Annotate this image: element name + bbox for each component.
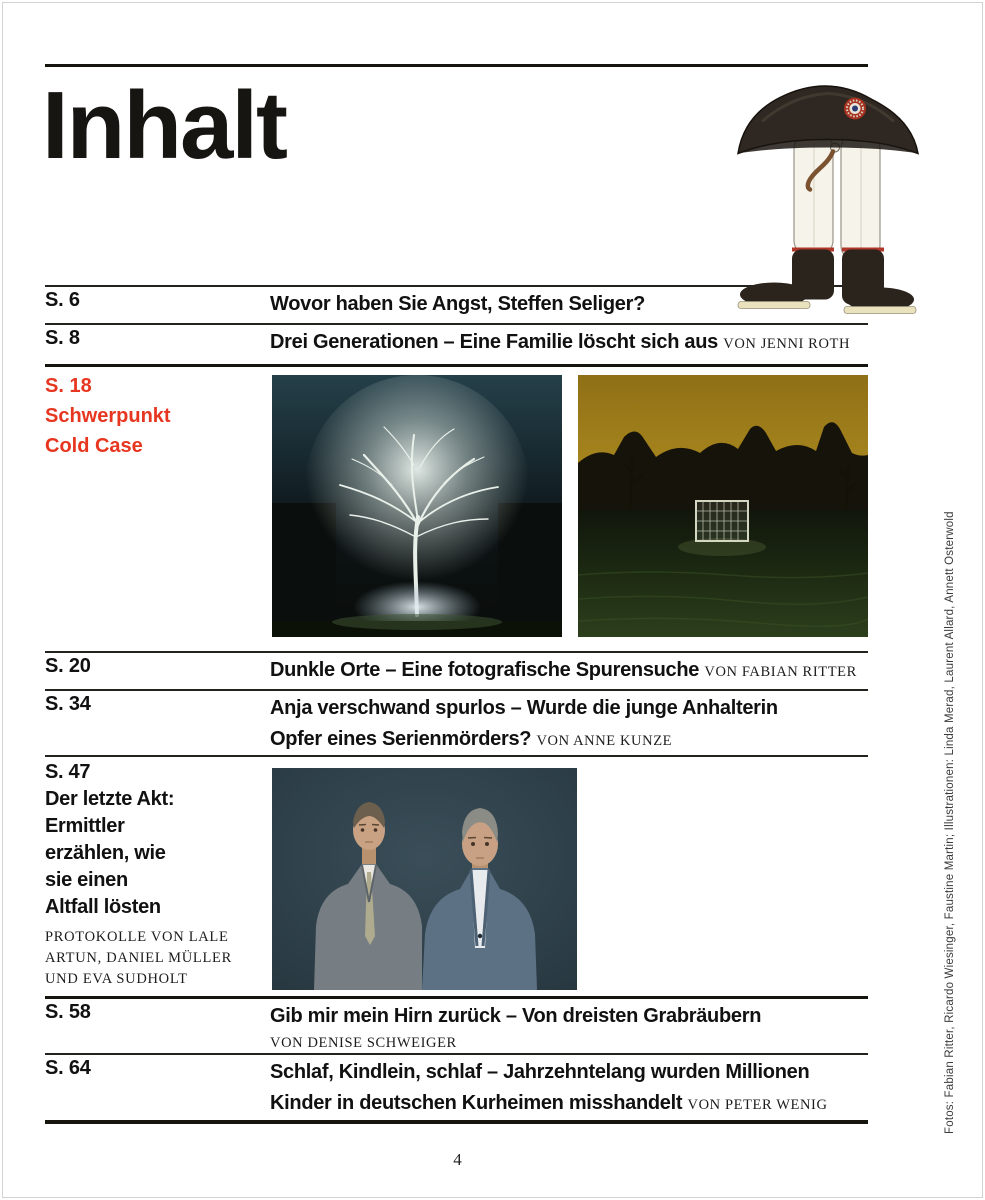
toc-row-s18-schwerpunkt	[45, 371, 270, 461]
toc-byline: VON PETER WENIG	[687, 1097, 828, 1113]
toc-row-s47	[45, 759, 273, 990]
divider-thick	[45, 364, 868, 367]
page-number: 4	[453, 1150, 462, 1169]
divider-thin	[45, 651, 868, 653]
toc-title-line1: Schlaf, Kindlein, schlaf – Jahrzehntelang wurden Millionen	[270, 1061, 810, 1083]
toc-title-line: erzählen, wie	[45, 842, 166, 864]
toc-page-label: S. 6	[45, 289, 80, 311]
toc-caption-line: PROTOKOLLE VON LALE	[45, 929, 229, 945]
toc-byline: VON FABIAN RITTER	[704, 664, 857, 680]
photo-illuminated-tree-at-night	[272, 375, 562, 637]
photo-credits-vertical: Fotos: Fabian Ritter, Ricardo Wiesinger, Faustine Martin; Illustrationen: Linda Merad, Laurent Allard, Annett Osterwold	[944, 511, 956, 1134]
toc-title-line1: Anja verschwand spurlos – Wurde die junge Anhalterin	[270, 697, 778, 719]
divider-thick	[45, 64, 868, 67]
toc-title-line2: Kinder in deutschen Kurheimen misshandelt	[270, 1092, 683, 1114]
toc-byline: VON JENNI ROTH	[723, 336, 851, 352]
toc-row-s20	[45, 655, 870, 687]
toc-row-s34	[45, 693, 870, 757]
photo-two-investigators	[272, 768, 577, 990]
toc-page-label: S. 34	[45, 693, 91, 715]
page-title: Inhalt	[42, 72, 286, 179]
cockade	[844, 98, 866, 120]
divider-thin	[45, 323, 868, 325]
toc-title-line: Altfall lösten	[45, 896, 161, 918]
toc-row-s64	[45, 1057, 870, 1121]
toc-page-label: S. 64	[45, 1057, 91, 1079]
toc-page-label: S. 18	[45, 375, 92, 397]
divider-thick	[45, 996, 868, 999]
toc-title: Schwerpunkt	[45, 405, 171, 427]
goal-cage	[696, 501, 748, 541]
toc-title: Cold Case	[45, 435, 143, 457]
toc-title-line: Ermittler	[45, 815, 125, 837]
toc-title-line: sie einen	[45, 869, 128, 891]
toc-title: Dunkle Orte – Eine fotografische Spurensuche	[270, 659, 700, 681]
toc-page-label: S. 20	[45, 655, 91, 677]
toc-byline: VON DENISE SCHWEIGER	[270, 1035, 457, 1051]
divider-thin	[45, 689, 868, 691]
toc-title: Gib mir mein Hirn zurück – Von dreisten Grabräubern	[270, 1005, 762, 1027]
toc-title: Wovor haben Sie Angst, Steffen Seliger?	[270, 293, 646, 315]
left-boot	[738, 248, 834, 309]
toc-row-s8	[45, 327, 870, 359]
toc-title: Drei Generationen – Eine Familie löscht sich aus	[270, 331, 718, 353]
toc-row-s58	[45, 1001, 870, 1055]
toc-caption-line: UND EVA SUDHOLT	[45, 971, 188, 987]
toc-title-line2: Opfer eines Serienmörders?	[270, 728, 532, 750]
toc-page-label: S. 47	[45, 761, 91, 783]
toc-page-label: S. 58	[45, 1001, 91, 1023]
toc-page-label: S. 8	[45, 327, 80, 349]
toc-title-line: Der letzte Akt:	[45, 788, 175, 810]
right-boot	[842, 248, 916, 314]
napoleon-hat-and-boots-illustration	[722, 80, 922, 318]
toc-caption-line: ARTUN, DANIEL MÜLLER	[45, 950, 232, 966]
toc-byline: VON ANNE KUNZE	[536, 733, 673, 749]
photo-night-field-with-goal	[578, 375, 868, 637]
